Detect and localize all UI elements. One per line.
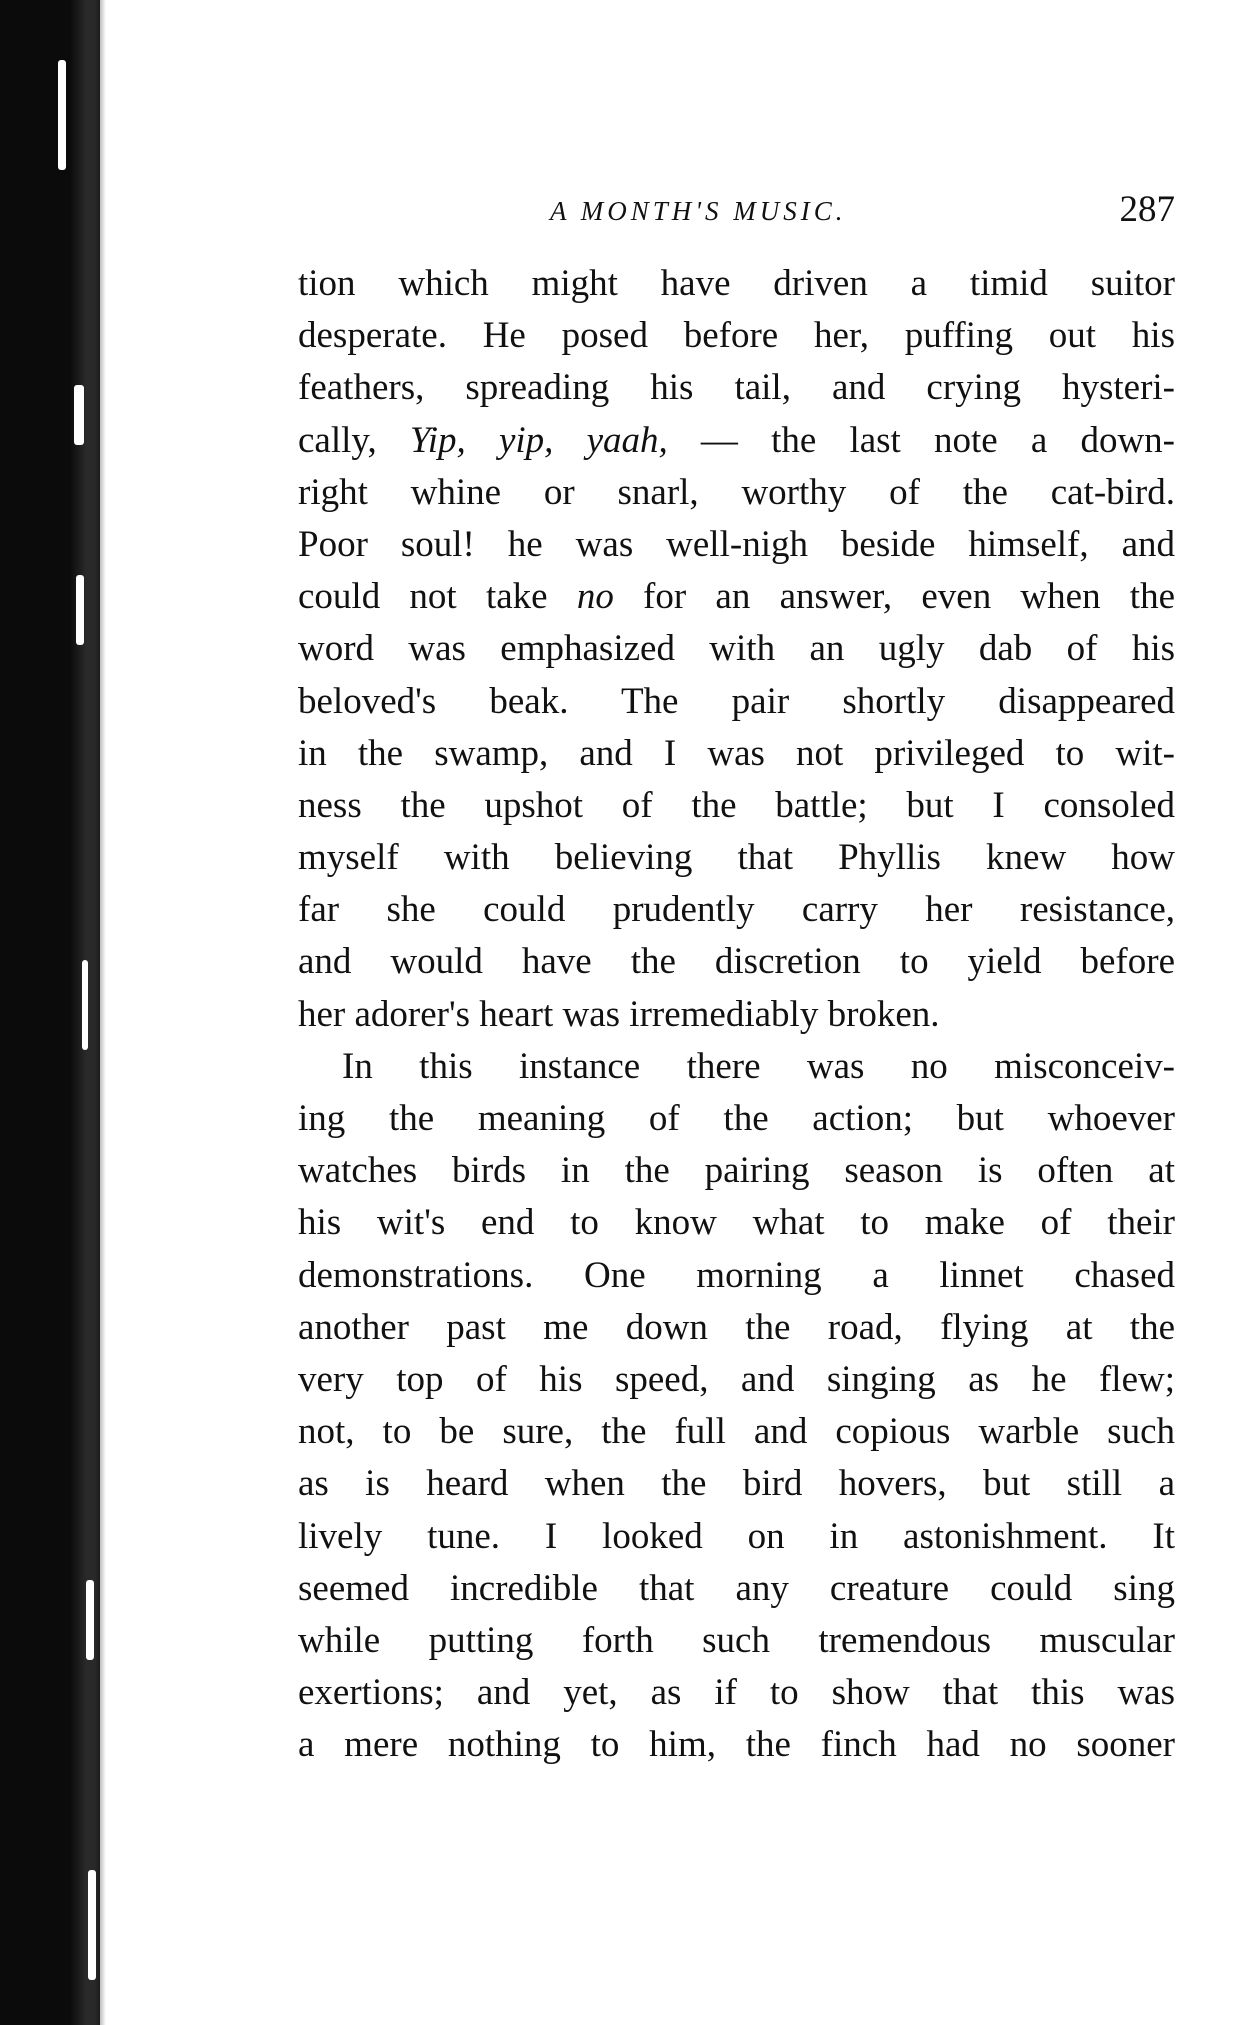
text-line: ness the upshot of the battle; but I consoled bbox=[298, 784, 1175, 826]
italic-text-run: Yip, yip, yaah, bbox=[409, 419, 668, 461]
body-text bbox=[298, 258, 1175, 1771]
paragraph-first-line: In this instance there was no misconceiv- bbox=[342, 1045, 1175, 1087]
text-line: a mere nothing to him, the finch had no sooner bbox=[298, 1724, 1175, 1766]
text-line: watches birds in the pairing season is often at bbox=[298, 1150, 1175, 1192]
text-run: — the last note a down- bbox=[667, 419, 1175, 461]
text-line: beloved's beak. The pair shortly disappeared bbox=[298, 680, 1175, 722]
text-line: not, to be sure, the full and copious warble such bbox=[298, 1411, 1175, 1453]
text-line: and would have the discretion to yield before bbox=[298, 941, 1175, 983]
text-line: his wit's end to know what to make of their bbox=[298, 1202, 1175, 1244]
text-line: another past me down the road, flying at the bbox=[298, 1306, 1175, 1348]
gutter-speck bbox=[82, 960, 88, 1050]
text-line: right whine or snarl, worthy of the cat-bird. bbox=[298, 471, 1175, 513]
text-line: in the swamp, and I was not privileged to wit- bbox=[298, 732, 1175, 774]
text-line: demonstrations. One morning a linnet chased bbox=[298, 1254, 1175, 1296]
text-line bbox=[298, 571, 1175, 623]
text-line: tion which might have driven a timid suitor bbox=[298, 263, 1175, 304]
text-line: exertions; and yet, as if to show that this was bbox=[298, 1672, 1175, 1714]
text-line: Poor soul! he was well-nigh beside himself, and bbox=[298, 523, 1175, 565]
italic-text-run: no bbox=[576, 576, 614, 618]
gutter-speck bbox=[58, 60, 66, 170]
text-line: very top of his speed, and singing as he flew; bbox=[298, 1358, 1175, 1400]
running-title: A MONTH'S MUSIC. bbox=[550, 196, 847, 226]
page-header bbox=[300, 188, 1175, 238]
text-line: seemed incredible that any creature could sing bbox=[298, 1567, 1175, 1609]
gutter-speck bbox=[74, 385, 84, 445]
text-line: myself with believing that Phyllis knew how bbox=[298, 837, 1175, 879]
text-line: feathers, spreading his tail, and crying hysteri- bbox=[298, 367, 1175, 409]
text-run: cally, bbox=[298, 419, 410, 461]
page-binding-edge bbox=[70, 0, 106, 2025]
text-run: for an answer, even when the bbox=[613, 576, 1176, 618]
gutter-speck bbox=[76, 575, 84, 645]
text-line: while putting forth such tremendous muscular bbox=[298, 1619, 1175, 1661]
text-line bbox=[298, 415, 1175, 467]
text-line: her adorer's heart was irremediably broken. bbox=[298, 993, 940, 1035]
text-line: ing the meaning of the action; but whoever bbox=[298, 1098, 1175, 1139]
text-line: far she could prudently carry her resistance, bbox=[298, 889, 1175, 931]
text-run: could not take bbox=[298, 576, 577, 618]
page-number: 287 bbox=[1119, 189, 1175, 230]
text-line: word was emphasized with an ugly dab of his bbox=[298, 628, 1175, 670]
gutter-speck bbox=[86, 1580, 94, 1660]
text-line: desperate. He posed before her, puffing out his bbox=[298, 315, 1175, 357]
gutter-speck bbox=[88, 1870, 96, 1980]
text-line: as is heard when the bird hovers, but still a bbox=[298, 1463, 1175, 1505]
text-line: lively tune. I looked on in astonishment. It bbox=[298, 1515, 1175, 1557]
